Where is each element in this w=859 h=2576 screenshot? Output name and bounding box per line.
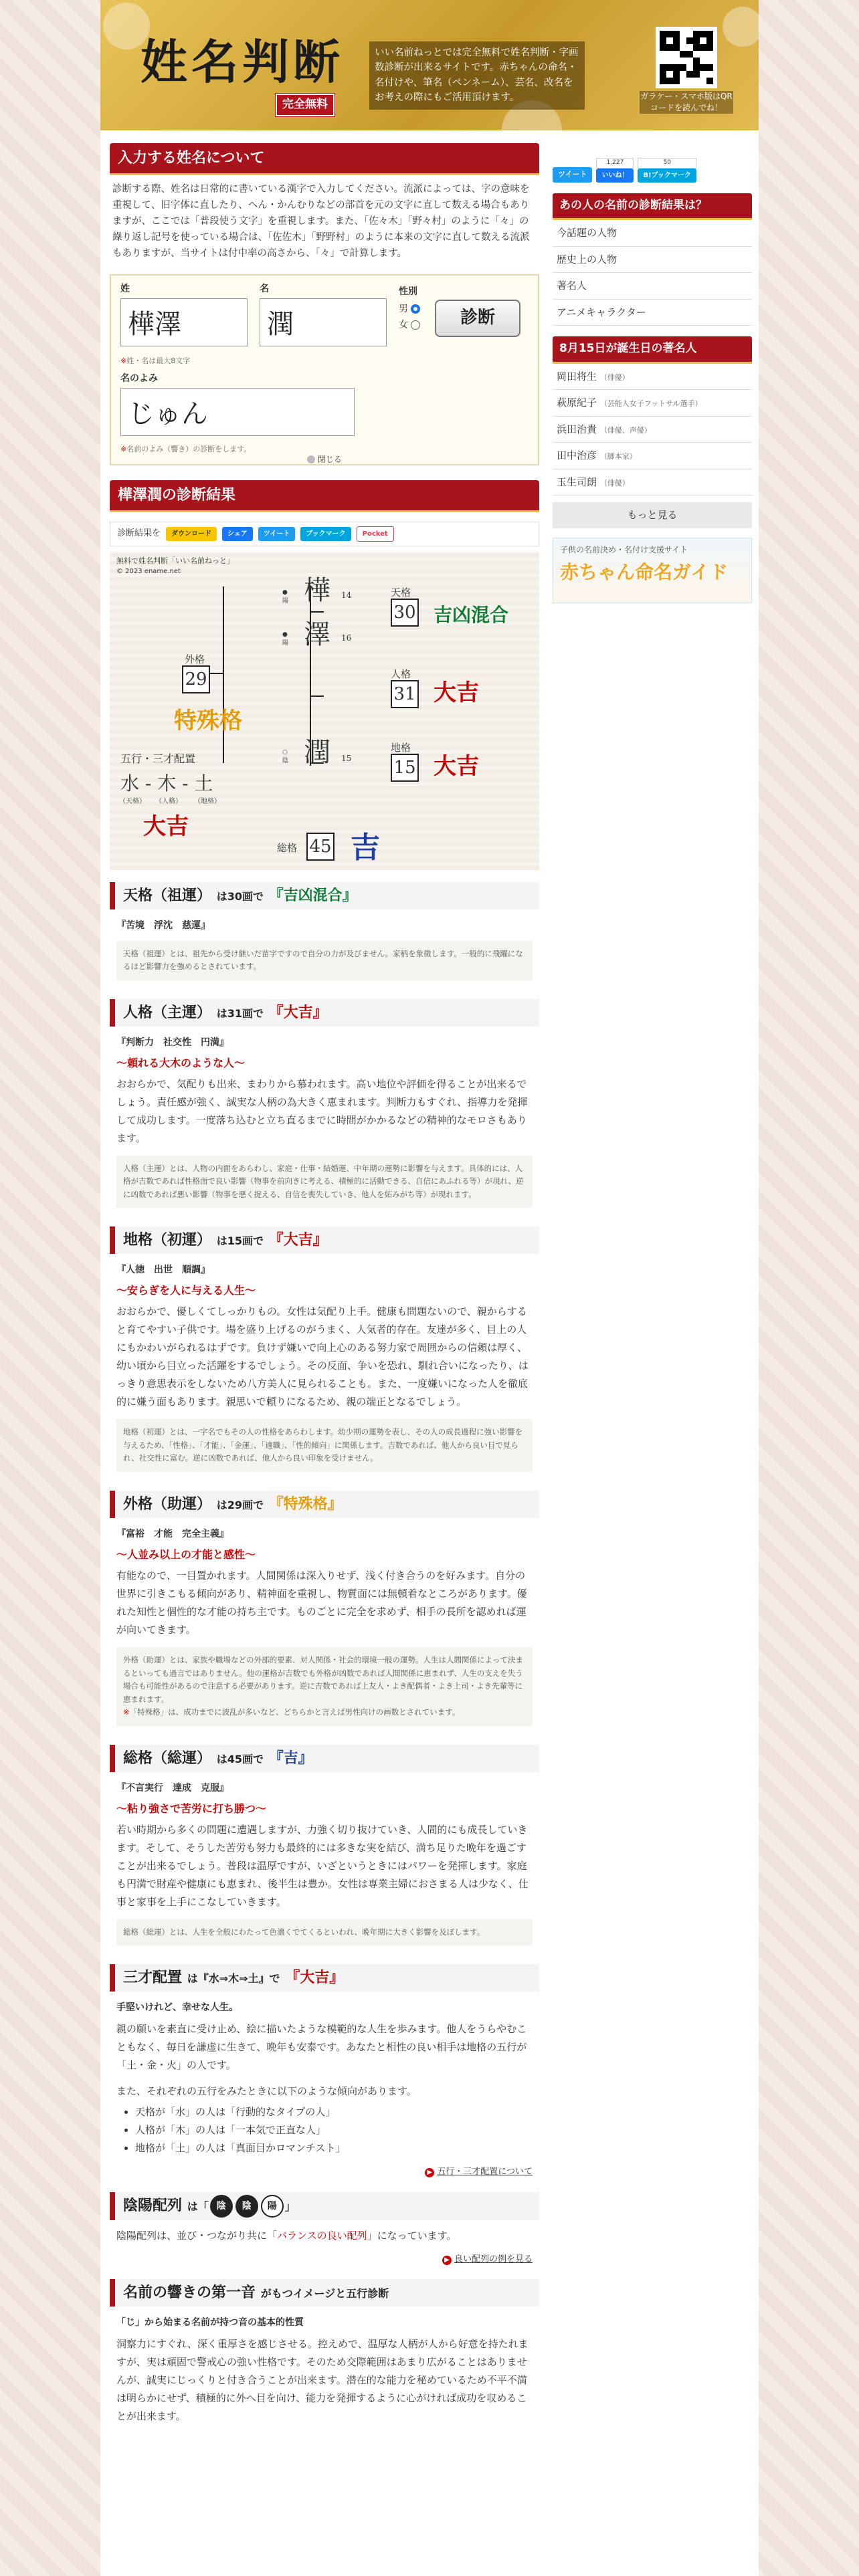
site-header [100,0,759,130]
gogyo-sub-1: （天格） [119,797,146,805]
image-caption: 無料で姓名判断「いい名前ねっと」 [116,556,234,565]
celebrity-item[interactable]: 浜田治貴 （俳優、声優） [553,417,752,443]
celebrity-item[interactable]: 萩原紀子 （芸能人女子フットサル選手） [553,390,752,417]
arrow-right-icon: ▶ [442,2256,452,2265]
soukaku-catch: ～粘り強さで苦労に打ち勝つ～ [116,1802,267,1815]
share-bar [110,522,539,546]
gender-male[interactable] [399,302,420,316]
main-content [110,143,539,2426]
soukaku-result: 吉 [351,830,380,865]
yang-circle-icon: 陽 [261,2195,284,2218]
soukaku-value: 45 [306,833,335,861]
celebrity-item[interactable]: 玉生司朗 （俳優） [553,469,752,496]
sidebar-tweet-button[interactable]: ツイート [553,167,592,183]
hatena-bookmark[interactable]: 50 B!ブックマーク [638,158,696,183]
surname-char-2: 澤 [304,619,330,650]
soukaku-note: 総格（総運）とは、人生を全般にわたって色濃くでてくるといわれ、晩年期に大きく影響を及ぼします。 [116,1919,533,1946]
close-form-button[interactable]: 閉じる [111,453,538,465]
site-description: いい名前ねっとでは完全無料で姓名判断・字画数診断が出来るサイトです。赤ちゃんの命名・名付けや、筆名（ペンネーム）、芸名、改名をお考えの際にもご活用頂けます。 [369,41,585,110]
list-item: • 地格が「土」の人は「真面目かロマンチスト」 [135,2139,533,2157]
celebrity-item[interactable]: 田中治彦 （脚本家） [553,443,752,469]
sidebar [553,158,752,603]
gaikaku-result: 特殊格 [174,707,242,734]
mei-label: 名 [260,283,269,294]
chikaku-keywords: 『人徳 出世 順調』 [116,1265,210,1276]
site-logo[interactable]: 姓名判断 [140,34,344,90]
hibiki-keyword: 「じ」から始まる名前が持つ音の基本的性質 [116,2317,304,2329]
yomi-input[interactable]: じゅん [120,388,355,436]
gogyo-value: 水 - 木 - 土 [120,772,213,794]
jinkaku-value: 31 [391,680,419,708]
yang-mark-2: ● 陽 [282,631,289,647]
sansai-list [135,2103,533,2157]
result-chart-image [110,552,539,870]
sei-label: 姓 [120,283,130,294]
tenkaku-value: 30 [391,599,419,627]
list-item: • 天格が「水」の人は「行動的なタイプの人」 [135,2103,533,2121]
tenkaku-label: 天格 [391,586,411,599]
tenkaku-keywords: 『苦境 浮沈 慈運』 [116,920,210,931]
sei-note: ※姓・名は最大8文字 [120,356,191,365]
chikaku-result: 大吉 [434,752,479,780]
stroke-count-1: 14 [341,590,352,600]
celebrity-item[interactable]: 岡田将生 （俳優） [553,364,752,391]
page [100,0,759,2576]
sidebar-link-celebrities[interactable]: 著名人 [553,273,752,300]
facebook-like[interactable]: 1,227 いいね！ [596,158,634,183]
gogyo-sub-2: （人格） [155,797,182,805]
gaikaku-note: 外格（助運）とは、家族や職場などの外部的要素、対人関係・社会的環境一般の運勢。人生は人間関係によって決まるといっても過言ではありません。他の運格が吉数でも外格が凶数であれば人間関係に恵まれず、人生の支えを失う場合も可能性があるので注意する必要があります。逆に吉数であれば上友人・よき配偶者・よき上司・よき先輩等に恵まれます。 ※「特殊格」は、成功までに波乱が多いなど、どちらかと言えば男性向けの画数とされています。 [116,1647,533,1726]
gender-female[interactable] [399,318,420,332]
gogyo-label: 五行・三才配置 [120,752,196,765]
qr-note: ガラケー・スマホ版はQRコードを読んでね！ [640,92,733,112]
sansai-link[interactable]: ▶ 五行・三才配置について [116,2165,533,2179]
yang-mark-1: ● 陽 [282,588,289,605]
more-button[interactable]: もっと見る [553,502,752,528]
jinkaku-note: 人格（主運）とは、人物の内面をあらわし、家庭・仕事・結婚運、中年期の運勢に影響を与えます。具体的には、人格が吉数であれば性格面で良い影響（物事を前向きに考える、積極的に活動できる、自信にあふれる等）が現れ、逆に凶数であれば悪い影響（物事を悪く捉える、自信を喪失していき、他人を妬みがち等）が現れます。 [116,1156,533,1208]
yin-mark-3: ○ 陰 [282,748,289,765]
female-label: 女 [399,319,408,330]
soukaku-heading: 総格（総運） は45画で 『吉』 [110,1745,539,1772]
chikaku-note: 地格（初運）とは、一字名でもその人の性格をあらわします。幼少期の運勢を表し、その人の成長過程に強い影響を与えるため、「性格」、「才能」、「金運」、「適職」、「性的傾向」に関係します。吉数であれば、他人から良い目で見られ、社交性に富む。逆に凶数であれば、他人から良い印象を受けません。 [116,1419,533,1472]
name-form [110,274,539,465]
image-copyright: © 2023 ename.net [116,567,181,575]
radio-checked-icon[interactable] [411,304,420,314]
banner-subtitle: 子供の名前決め・名付け支援サイト [560,544,688,554]
stroke-count-3: 15 [341,753,352,763]
jinkaku-body: おおらかで、気配りも出来、まわりから慕われます。高い地位や評価を得ることが出来るでしょう。責任感が強く、誠実な人柄の為大きく恵まれます。判断力もすぐれ、指導力を発揮して成功します。一度落ち込むと立ち直るまでに時間がかかるなどの精神的なモロさもあります。 [116,1077,528,1144]
gogyo-sub-3: （地格） [194,797,221,805]
yomi-note: ※名前のよみ（響き）の診断をします。 [120,444,252,453]
yin-circle-icon: 陰 [210,2195,233,2218]
jinkaku-label: 人格 [391,667,411,680]
input-section-title: 入力する姓名について [110,143,539,175]
male-label: 男 [399,303,408,314]
yin-circle-icon: 陰 [235,2195,258,2218]
sansai-body2: また、それぞれの五行をみたときに以下のような傾向があります。 [116,2085,417,2098]
sidebar-link-anime[interactable]: アニメキャラクター [553,300,752,326]
banner-title: 赤ちゃん命名ガイド [560,560,729,583]
hibiki-body: 洞察力にすぐれ、深く重厚さを感じさせる。控えめで、温厚な人柄が人から好意を持たれますが、実は頑固で警戒心の強い性格です。そのため交際範囲はあまり広がることはありませんが、誠実にじっくりと付き合うことが出来ます。潜在的な能力を秘めているため不平不満は明らかにせず、積極的に外へ目を向け、能力を発揮するように心がければ成功を収めることが出来ます。 [116,2338,529,2423]
sei-input[interactable]: 樺澤 [120,298,248,346]
free-badge: 完全無料 [276,94,335,116]
chikaku-body: おおらかで、優しくてしっかりもの。女性は気配り上手。健康も問題ないので、親からすると育てやすい子供です。場を盛り上げるのがうまく、人気者的存在。友達が多く、目上の人にもかわいがられるはずです。負けず嫌いで向上心のある努力家で周囲からの信頼は厚く、幼い頃から目立った活躍をするでしょう。その反面、争いを恐れ、馴れ合いになったり、はっきり意思表示をしないため八方美人に見られることも。また、一度嫌いになった人を徹底的に嫌う面もあります。親思いで頼りになるため、親の端正となるでしょう。 [116,1305,529,1408]
list-item: • 人格が「木」の人は「一本気で正直な人」 [135,2121,533,2139]
diagnose-button[interactable]: 診断 [435,300,520,337]
gaikaku-value: 29 [182,665,210,693]
tenkaku-note: 天格（祖運）とは、祖先から受け継いだ苗字ですので自分の力が及びません。家柄を象徴します。一般的に飛躍になるほど影響力を強めるとされています。 [116,941,533,980]
baby-naming-banner[interactable] [553,538,752,603]
tenkaku-heading: 天格（祖運） は30画で 『吉凶混合』 [110,882,539,909]
soukaku-keywords: 『不言実行 達成 克服』 [116,1782,229,1794]
given-char-1: 潤 [304,736,330,768]
yomi-label: 名のよみ [120,372,158,384]
radio-unchecked-icon[interactable] [411,320,420,330]
hibiki-heading: 名前の響きの第一音 がもつイメージと五行診断 [110,2279,539,2306]
soukaku-label: 総格 [277,841,298,854]
qr-code-icon [656,27,717,88]
jinkaku-heading: 人格（主運） は31画で 『大吉』 [110,999,539,1027]
jinkaku-keywords: 『判断力 社交性 円満』 [116,1037,229,1048]
inyo-link[interactable]: ▶ 良い配列の例を見る [116,2253,533,2266]
input-intro: 診断する際、姓名は日常的に書いている漢字で入力してください。流派によっては、字の意味を重視して、旧字体に直したり、へん・かんむりなどの部首を元の文字に直して数える場合もありますが、ここでは「普段使う文字」を重視します。また、「佐々木」「野々村」のように「々」の繰り返し記号を使っている場合は、「佐佐木」「野野村」のように本来の文字に直して数える流派もありますが、当サイトは付中率の高さから、「々」で計算します。 [112,184,530,259]
pocket-button[interactable]: Pocket [357,526,394,542]
sidebar-link-history[interactable]: 歴史上の人物 [553,247,752,274]
gaikaku-catch: ～人並み以上の才能と感性～ [116,1547,256,1561]
inyo-heading: 陰陽配列 は「 陰 陰 陽 」 [110,2192,539,2220]
birthday-heading: 8月15日が誕生日の著名人 [553,336,752,364]
flower-decoration [723,7,759,47]
jinkaku-catch: ～頼れる大木のような人～ [116,1056,246,1069]
chikaku-label: 地格 [391,741,411,754]
arrow-right-icon: ▶ [425,2168,434,2177]
gaikaku-heading: 外格（助運） は29画で 『特殊格』 [110,1491,539,1518]
hatena-bookmark-button[interactable]: ブックマーク [300,527,351,541]
gaikaku-body: 有能なので、一目置かれます。人間関係は深入りせず、浅く付き合うのを好みます。自分の世界に引きこもる傾向があり、精神面を重視し、物質面には無頓着なところがあります。優れた知性と個性的な才能の持ち主です。ものごとに完全を求めず、相手の長所を認めれば運が向いてきます。 [116,1569,527,1636]
soukaku-body: 若い時期から多くの問題に遭遇しますが、力強く切り抜けていき、人間的にも成長していきます。そして、そうした苦労も努力も最終的には多きな実を結び、満ち足りた晩年を過ごすことが出来るでしょう。普段は温厚ですが、いざというときにはパワーを発揮します。家庭も円満で財産や健康にも恵まれ、後半生は豊か。女性は専業主婦におさまる人は少なく、仕事と家事を上手にこなしていきます。 [116,1823,529,1908]
sansai-heading: 三才配置 は『水⇒木⇒土』で 『大吉』 [110,1964,539,1992]
chikaku-value: 15 [391,754,419,782]
social-buttons [553,158,752,183]
result-section-title: 樺澤潤の診断結果 [110,480,539,512]
sansai-result: 大吉 [143,813,189,840]
stroke-count-2: 16 [341,633,352,643]
sansai-body: 親の願いを素直に受け止め、絵に描いたような模範的な人生を歩みます。他人をうらやむこともなく、毎日を謙虚に生きて、晩年も安泰です。あなたと相性の良い相手は地格の五行が「土・金・火」の人です。 [116,2023,527,2072]
chikaku-heading: 地格（初運） は15画で 『大吉』 [110,1226,539,1254]
chikaku-catch: ～安らぎを人に与える人生～ [116,1284,256,1297]
close-icon [307,455,315,463]
sidebar-link-trending[interactable]: 今話題の人物 [553,220,752,247]
gaikaku-label: 外格 [185,653,205,665]
facebook-share-button[interactable]: シェア [222,527,253,541]
inyo-body: 陰陽配列は、並び・つながり共に「バランスの良い配列」になっています。 [116,2229,457,2242]
download-button[interactable]: ダウンロード [166,527,217,541]
sansai-keyword: 手堅いけれど、幸せな人生。 [116,2002,238,2014]
lookup-heading: あの人の名前の診断結果は？ [553,193,752,221]
tenkaku-result: 吉凶混合 [434,603,509,626]
gaikaku-keywords: 『富裕 才能 完全主義』 [116,1528,229,1539]
jinkaku-result: 大吉 [434,679,479,706]
gender-label: 性別 [399,286,417,297]
surname-char-1: 樺 [304,574,330,606]
tweet-button[interactable]: ツイート [258,527,296,541]
share-label: 診断結果を [117,528,161,539]
mei-input[interactable]: 潤 [260,298,387,346]
